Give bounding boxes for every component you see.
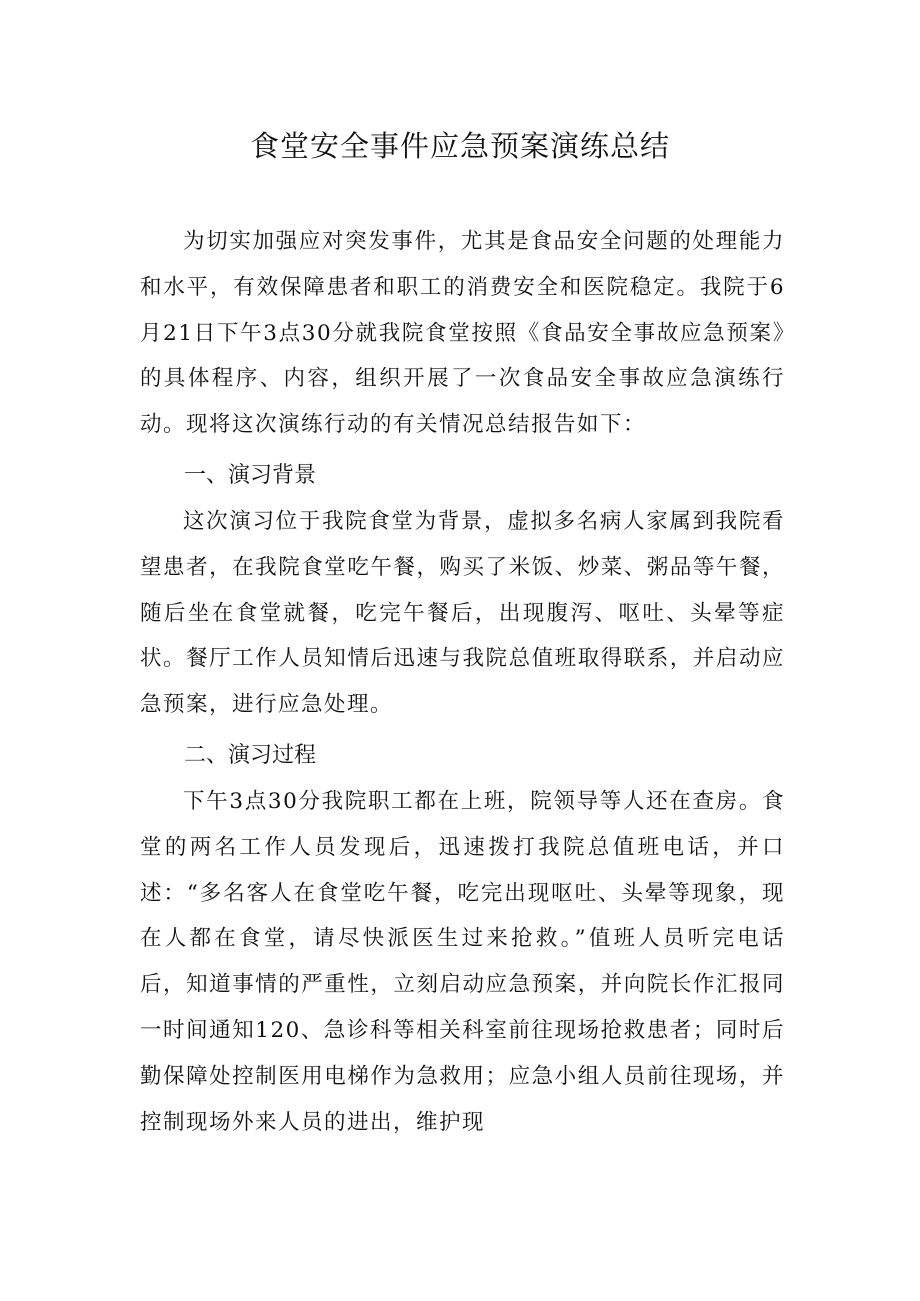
- section-2-heading-block: [140, 733, 785, 779]
- section-1-heading-block: [140, 453, 785, 499]
- section-2-body: [140, 779, 785, 1145]
- intro-block: [140, 219, 785, 448]
- intro-paragraph: 为切实加强应对突发事件，尤其是食品安全问题的处理能力和水平，有效保障患者和职工的消费安全和医院稳定。我院于6月21日下午3点30分就我院食堂按照《食品安全事故应急预案》的具体程序、内容，组织开展了一次食品安全事故应急演练行动。现将这次演练行动的有关情况总结报告如下：: [140, 229, 785, 438]
- section-paragraph-process: 下午3点30分我院职工都在上班，院领导等人还在查房。食堂的两名工作人员发现后，迅速拨打我院总值班电话，并口述：“多名客人在食堂吃午餐，吃完出现呕吐、头晕等现象，现在人都在食堂，请尽快派医生过来抢救。”值班人员听完电话后，知道事情的严重性，立刻启动应急预案，并向院长作汇报同一时间通知120、急诊科等相关科室前往现场抢救患者；同时后勤保障处控制医用电梯作为急救用；应急小组人员前往现场，并控制现场外来人员的进出，维护现: [140, 789, 785, 1135]
- document-title: 食堂安全事件应急预案演练总结: [249, 129, 670, 163]
- section-heading-process: 二、演习过程: [184, 743, 317, 768]
- section-heading-background: 一、演习背景: [184, 463, 317, 488]
- section-1-body: [140, 499, 785, 728]
- section-paragraph-background: 这次演习位于我院食堂为背景，虚拟多名病人家属到我院看望患者，在我院食堂吃午餐，购买了米饭、炒菜、粥品等午餐，随后坐在食堂就餐，吃完午餐后，出现腹泻、呕吐、头晕等症状。餐厅工作人员知情后迅速与我院总值班取得联系，并启动应急预案，进行应急处理。: [140, 509, 785, 718]
